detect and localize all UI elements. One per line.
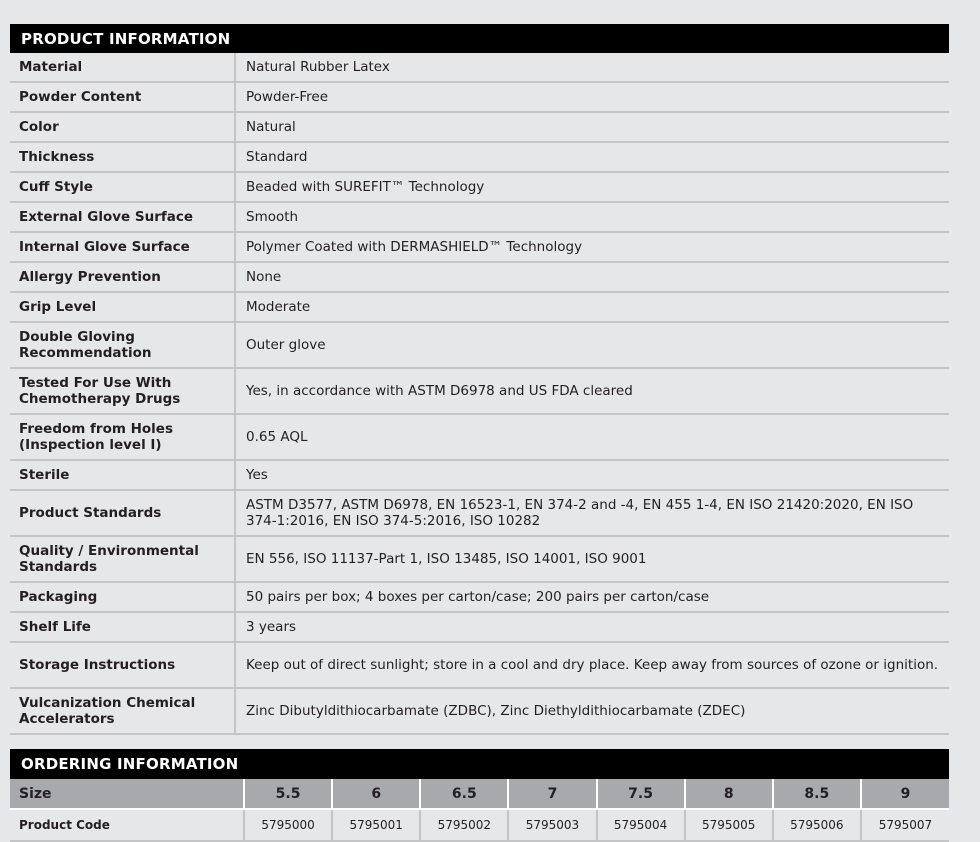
product-information-header: PRODUCT INFORMATION (10, 24, 949, 53)
product-code-cell: 5795000 (244, 809, 332, 841)
spec-sheet (10, 24, 949, 842)
row-label: Grip Level (10, 292, 235, 322)
row-value: 50 pairs per box; 4 boxes per carton/case; 200 pairs per carton/case (235, 582, 949, 612)
row-value: 3 years (235, 612, 949, 642)
row-value: Smooth (235, 202, 949, 232)
product-code-label: Product Code (10, 809, 244, 841)
row-value: EN 556, ISO 11137-Part 1, ISO 13485, ISO 14001, ISO 9001 (235, 536, 949, 582)
table-row (10, 262, 949, 292)
product-information-table (10, 53, 949, 735)
row-label: Storage Instructions (10, 642, 235, 688)
table-row (10, 142, 949, 172)
row-label: Material (10, 53, 235, 82)
product-code-row (10, 809, 949, 841)
row-value: 0.65 AQL (235, 414, 949, 460)
row-value: Zinc Dibutyldithiocarbamate (ZDBC), Zinc Diethyldithiocarbamate (ZDEC) (235, 688, 949, 734)
row-value: Yes, in accordance with ASTM D6978 and US FDA cleared (235, 368, 949, 414)
row-value: Moderate (235, 292, 949, 322)
product-code-cell: 5795004 (597, 809, 685, 841)
row-label: Packaging (10, 582, 235, 612)
row-value: Standard (235, 142, 949, 172)
product-code-cell: 5795005 (685, 809, 773, 841)
ordering-information-table (10, 779, 949, 842)
table-row (10, 53, 949, 82)
table-row (10, 490, 949, 536)
table-row (10, 202, 949, 232)
size-label: Size (10, 779, 244, 809)
row-label: Sterile (10, 460, 235, 490)
ordering-information-header: ORDERING INFORMATION (10, 749, 949, 779)
row-value: Beaded with SUREFIT™ Technology (235, 172, 949, 202)
row-label: Internal Glove Surface (10, 232, 235, 262)
product-code-cell: 5795006 (773, 809, 861, 841)
product-code-cell: 5795003 (508, 809, 596, 841)
row-value: Natural (235, 112, 949, 142)
row-value: Polymer Coated with DERMASHIELD™ Technology (235, 232, 949, 262)
row-label: Freedom from Holes (Inspection level I) (10, 414, 235, 460)
table-row (10, 112, 949, 142)
table-row (10, 688, 949, 734)
row-value: Keep out of direct sunlight; store in a cool and dry place. Keep away from sources of ozone or ignition. (235, 642, 949, 688)
size-cell: 5.5 (244, 779, 332, 809)
row-label: Allergy Prevention (10, 262, 235, 292)
size-cell: 6 (332, 779, 420, 809)
size-cell: 7 (508, 779, 596, 809)
row-label: Cuff Style (10, 172, 235, 202)
size-cell: 9 (861, 779, 949, 809)
table-row (10, 172, 949, 202)
size-row (10, 779, 949, 809)
size-cell: 6.5 (420, 779, 508, 809)
product-code-cell: 5795002 (420, 809, 508, 841)
table-row (10, 642, 949, 688)
table-row (10, 368, 949, 414)
row-label: Thickness (10, 142, 235, 172)
row-label: Color (10, 112, 235, 142)
size-cell: 8 (685, 779, 773, 809)
table-row (10, 82, 949, 112)
table-row (10, 460, 949, 490)
row-value: ASTM D3577, ASTM D6978, EN 16523-1, EN 374-2 and -4, EN 455 1-4, EN ISO 21420:2020, EN ISO 374-1:2016, EN ISO 374-5:2016, ISO 10282 (235, 490, 949, 536)
row-label: Double Gloving Recommendation (10, 322, 235, 368)
row-label: Vulcanization Chemical Accelerators (10, 688, 235, 734)
row-value: None (235, 262, 949, 292)
table-row (10, 322, 949, 368)
table-row (10, 536, 949, 582)
table-row (10, 582, 949, 612)
product-code-cell: 5795001 (332, 809, 420, 841)
row-label: Quality / Environmental Standards (10, 536, 235, 582)
row-label: Shelf Life (10, 612, 235, 642)
table-row (10, 292, 949, 322)
size-cell: 7.5 (597, 779, 685, 809)
row-label: Product Standards (10, 490, 235, 536)
row-label: Tested For Use With Chemotherapy Drugs (10, 368, 235, 414)
row-value: Yes (235, 460, 949, 490)
table-row (10, 232, 949, 262)
product-code-cell: 5795007 (861, 809, 949, 841)
row-value: Powder-Free (235, 82, 949, 112)
size-cell: 8.5 (773, 779, 861, 809)
row-value: Outer glove (235, 322, 949, 368)
row-label: Powder Content (10, 82, 235, 112)
row-label: External Glove Surface (10, 202, 235, 232)
row-value: Natural Rubber Latex (235, 53, 949, 82)
table-row (10, 414, 949, 460)
table-row (10, 612, 949, 642)
